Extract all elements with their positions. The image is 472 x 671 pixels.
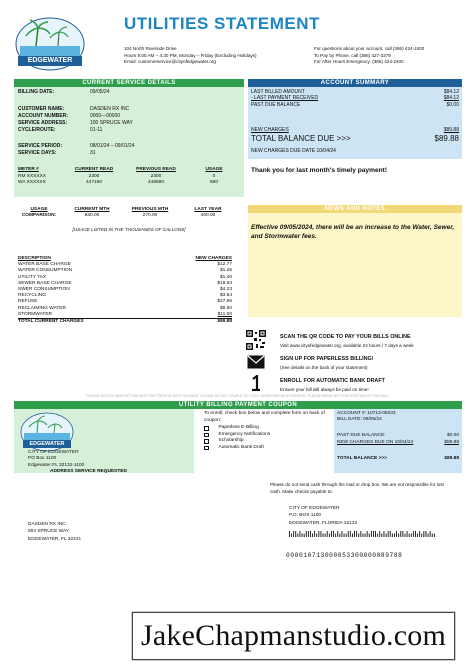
charge-description: SEWER BASE CHARGE: [18, 280, 72, 286]
account-summary-title: ACCOUNT SUMMARY: [248, 79, 462, 87]
account-number-label: ACCOUNT NUMBER:: [18, 113, 68, 119]
meter-cell: 446580: [147, 179, 164, 185]
barcode-bar: [300, 531, 301, 537]
return-address: [28, 450, 127, 476]
enroll-option-label: Emergency Notifications: [218, 431, 271, 437]
enroll-option: [204, 425, 332, 432]
service-days-label: SERVICE DAYS:: [18, 150, 57, 156]
barcode-bar: [321, 531, 322, 537]
total-due: $89.88: [434, 134, 459, 143]
barcode-bar: [323, 534, 324, 538]
barcode-bar: [350, 531, 351, 537]
charge-amount: $1.40: [219, 274, 232, 280]
logo-text: EDGEWATER: [27, 57, 73, 64]
barcode-bar: [413, 531, 414, 537]
total-due-label: TOTAL BALANCE DUE >>>: [251, 134, 351, 143]
barcode-bar: [352, 534, 353, 538]
charge-description: RECLAIMING WATER: [18, 305, 66, 311]
usage-comparison: [14, 207, 244, 233]
usage-last-year: 400.00: [200, 212, 216, 218]
barcode-bar: [373, 531, 374, 537]
current-service-panel: [14, 79, 244, 197]
coupon-account-number: ACCOUNT #: 10713-05033: [337, 411, 396, 416]
usage-header: PREVIOUS MTH: [131, 207, 169, 212]
questions-line: For questions about your account, call (386) 424-2400: [314, 46, 425, 51]
barcode-bar: [318, 531, 319, 537]
meter-cell: WA XXXXXX: [18, 179, 46, 185]
email-line: Email: customerservice@cityofedgewater.org: [124, 59, 216, 65]
barcode-bar: [365, 534, 366, 538]
return-line: Edgewater FL 32132-1100: [28, 462, 85, 468]
current-service-title: CURRENT SERVICE DETAILS: [14, 79, 244, 87]
charge-amount: $27.66: [217, 299, 232, 305]
return-line: PO Box 1100: [28, 456, 57, 462]
charge-amount: $9.50: [219, 305, 232, 311]
barcode-bar: [344, 534, 345, 538]
total-charges: $89.88: [217, 319, 232, 325]
promo-text: Visit www.cityofedgewater.org, available 24 hours / 7 days a week: [280, 342, 414, 348]
customer-line: DASDEN RX INC: [28, 522, 66, 527]
due-date: NEW CHARGES DUE DATE 10/04/24: [251, 148, 336, 154]
service-address-label: SERVICE ADDRESS:: [18, 120, 68, 126]
meter-cell: 2300: [150, 173, 162, 179]
service-period: 08/01/24 – 09/01/24: [90, 143, 135, 149]
barcode-bar: [371, 531, 372, 537]
charge-description: WATER BASE CHARGE: [18, 262, 71, 268]
bank-draft-icon: [249, 375, 263, 391]
charge-description: UTILITY TAX: [18, 274, 46, 280]
usage-row-label: COMPARISON:: [21, 212, 57, 218]
coupon-total-label: TOTAL BALANCE >>>: [337, 456, 387, 461]
new-charges: $89.88: [443, 127, 459, 133]
barcode-bar: [381, 534, 382, 538]
cycle: 01-11: [90, 127, 103, 133]
barcode-bar: [367, 531, 368, 537]
enroll-option: [204, 445, 332, 452]
account-summary-panel: [248, 79, 462, 197]
charge-description: STORMWATER: [18, 311, 53, 317]
service-period-label: SERVICE PERIOD:: [18, 143, 63, 149]
statement-title: UTILITIES STATEMENT: [124, 14, 320, 33]
news-text: Effective 09/05/2024, there will be an increase to the Water, Sewer, and Stormwater fees.: [251, 224, 455, 240]
postal-barcode: [289, 531, 439, 537]
barcode-bar: [394, 534, 395, 538]
meter-cell: 0: [212, 173, 216, 179]
barcode-bar: [342, 531, 343, 537]
coupon-new-charges-label: NEW CHARGES DUE ON 10/04/24: [337, 440, 414, 445]
last-billed: $84.12: [443, 89, 459, 95]
emergency-line: For After Hours Emergency: (386) 424-2400: [314, 59, 404, 65]
barcode-bar: [426, 531, 427, 537]
barcode-bar: [337, 531, 338, 537]
usage-header: LAST YEAR: [194, 207, 222, 212]
barcode-bar: [348, 531, 349, 537]
barcode-bar: [289, 531, 290, 537]
meter-cell: 2300: [88, 173, 100, 179]
promo-text: (See details on the back of your statement): [280, 364, 368, 370]
barcode-bar: [434, 534, 435, 538]
usage-previous: 270.00: [142, 212, 158, 218]
enroll-checkbox[interactable]: [204, 439, 209, 444]
barcode-bar: [356, 531, 357, 537]
charge-amount: $18.53: [217, 280, 232, 286]
service-days: 31: [90, 150, 96, 156]
contact-block: [314, 46, 424, 66]
meter-header: METER #: [18, 167, 39, 172]
barcode-bar: [346, 534, 347, 538]
charge-description: REFUSE: [18, 299, 38, 305]
payee-line: CITY OF EDGEWATER: [289, 506, 340, 511]
barcode-bar: [417, 534, 418, 538]
barcode-bar: [377, 534, 378, 538]
promo-text: Ensure your bill will always be paid on time!: [280, 386, 369, 392]
charge-description: RECYCLING: [18, 293, 46, 299]
barcode-bar: [339, 534, 340, 538]
qr-code-icon[interactable]: [246, 330, 266, 350]
promo-paperless: [280, 356, 374, 370]
coupon-new-charges: $89.88: [444, 440, 459, 445]
enroll-checkbox[interactable]: [204, 433, 209, 438]
coupon-past-due: $0.00: [446, 433, 459, 438]
promo-title: SIGN UP FOR PAPERLESS BILLING!: [280, 356, 374, 362]
return-line: CITY OF EDGEWATER: [28, 450, 79, 455]
barcode-bar: [402, 531, 403, 537]
barcode-bar: [386, 534, 387, 538]
customer-line: EDGEWATER, FL 32241: [28, 536, 82, 542]
barcode-bar: [358, 534, 359, 538]
barcode-bar: [325, 534, 326, 538]
payment: $84.12: [443, 95, 459, 102]
mail-icon: [247, 355, 265, 369]
payee-line: EDGEWATER, FLORIDA 32132: [289, 520, 358, 526]
payment-label: - LAST PAYMENT RECEIVED: [251, 95, 319, 102]
barcode-bar: [384, 531, 385, 537]
barcode-bar: [316, 534, 317, 538]
service-address: 100 SPRUCE WAY: [90, 120, 133, 126]
coupon-past-due-label: PAST DUE BALANCE:: [337, 433, 386, 438]
barcode-bar: [411, 534, 412, 538]
barcode-bar: [333, 531, 334, 537]
address-requested: ADDRESS SERVICE REQUESTED: [50, 469, 127, 475]
coupon-total: $89.88: [444, 456, 459, 461]
last-billed-label: LAST BILLED AMOUNT: [251, 89, 305, 95]
news-title: NEWS AND NOTES: [248, 205, 462, 213]
cash-note: Please do not send cash through the mail or drop box. We are not responsible for lost cash. Make checks payable to:: [270, 482, 444, 494]
barcode-bar: [388, 531, 389, 537]
customer-name-label: CUSTOMER NAME:: [18, 106, 65, 112]
meter-table: [18, 167, 240, 186]
barcode-bar: [312, 534, 313, 538]
city-address-block: [124, 46, 257, 66]
usage-header: USAGE: [30, 207, 48, 212]
barcode-bar: [304, 534, 305, 538]
thanks-message: Thank you for last month's timely payment!: [251, 167, 388, 174]
watermark-text: JakeChapmanstudio.com: [141, 619, 446, 652]
barcode-bar: [297, 534, 298, 538]
billing-date-label: BILLING DATE:: [18, 89, 55, 95]
charge-description: SWER CONSUMPTION: [18, 287, 70, 293]
enroll-option-label: Paperless E-Billing: [218, 425, 259, 431]
customer-name: DASDEN RX INC: [90, 106, 130, 112]
charges-table: [18, 256, 232, 325]
barcode-bar: [409, 534, 410, 538]
usage-current: 580.00: [84, 212, 100, 218]
barcode-bar: [306, 531, 307, 537]
news-panel: [248, 205, 462, 317]
barcode-bar: [291, 534, 292, 538]
barcode-bar: [310, 531, 311, 537]
promo-qr: [280, 334, 414, 348]
barcode-bar: [392, 534, 393, 538]
coupon-title: UTILITY BILLING PAYMENT COUPON: [14, 401, 462, 409]
barcode-bar: [398, 534, 399, 538]
coupon-account-panel: [334, 409, 462, 473]
barcode-bar: [423, 531, 424, 537]
barcode-bar: [360, 531, 361, 537]
barcode-bar: [400, 531, 401, 537]
barcode-bar: [363, 534, 364, 538]
past-due: $0.00: [446, 101, 459, 108]
city-logo: [14, 16, 86, 72]
barcode-bar: [354, 531, 355, 537]
charges-amount-header: NEW CHARGES: [195, 256, 232, 261]
barcode-bar: [407, 531, 408, 537]
customer-line: 804 SPRUCE WAY: [28, 529, 70, 535]
total-charges-label: TOTAL CURRENT CHARGES: [18, 319, 84, 325]
barcode-bar: [432, 534, 433, 538]
barcode-bar: [314, 531, 315, 537]
new-charges-label: NEW CHARGES: [251, 127, 289, 133]
barcode-bar: [419, 531, 420, 537]
meter-header: CURRENT READ: [74, 167, 114, 172]
barcode-bar: [415, 531, 416, 537]
coupon-logo-text: EDGEWATER: [29, 441, 65, 447]
coupon-logo: [20, 412, 74, 452]
barcode-bar: [375, 531, 376, 537]
meter-cell: RM XXXXXX: [18, 173, 46, 179]
customer-mailing-address: [28, 521, 81, 543]
barcode-bar: [428, 534, 429, 538]
meter-cell: 580: [209, 179, 218, 185]
meter-cell: 447160: [85, 179, 102, 185]
detach-note: PLEASE DETACH AND RETURN BOTTOM PORTION WITH PAYMENT. PLEASE DO NOT STAPLE OR FOLD. WHEN PAYING IN PERSON, PLEASE BRING BOTTOM PORTION OF THIS BILL.: [86, 394, 390, 398]
charge-amount: $12.77: [217, 262, 232, 268]
hours-line: Hours 8:00 AM – 4:30 PM, Monday – Friday (Excluding Holidays): [124, 52, 257, 58]
enroll-checkbox[interactable]: [204, 426, 209, 431]
barcode-bar: [331, 531, 332, 537]
payee-line: P.O. BOX 1100: [289, 513, 322, 519]
meter-header: USAGE: [205, 167, 223, 172]
usage-header: CURRENT MTH: [74, 207, 110, 212]
address-line: 104 North Riverside Drive: [124, 46, 177, 51]
cycle-label: CYCLE/ROUTE:: [18, 127, 56, 133]
barcode-bar: [302, 534, 303, 538]
promo-bank-draft: [280, 378, 385, 392]
scanline: 000010713000053300000089788: [286, 552, 403, 559]
barcode-bar: [308, 531, 309, 537]
pay-phone-line: To Pay by Phone, call (386) 427-3279: [314, 52, 391, 58]
billing-date: 09/05/24: [90, 89, 110, 95]
barcode-bar: [379, 531, 380, 537]
barcode-bar: [405, 534, 406, 538]
meter-header: PREVIOUS READ: [136, 167, 176, 172]
barcode-bar: [295, 531, 296, 537]
enroll-text: To enroll, check box below and complete form on back of coupon:: [204, 411, 325, 423]
promo-title: SCAN THE QR CODE TO PAY YOUR BILLS ONLINE: [280, 334, 411, 340]
enroll-box: [204, 411, 332, 451]
usage-note: [USAGE LISTED IN THE THOUSANDS OF GALLONS]: [72, 226, 186, 232]
charge-amount: $1.25: [219, 268, 232, 274]
barcode-bar: [421, 534, 422, 538]
barcode-bar: [293, 531, 294, 537]
barcode-bar: [396, 531, 397, 537]
enroll-option-label: Automatic Bank Draft: [218, 445, 264, 451]
enroll-checkbox[interactable]: [204, 446, 209, 451]
charge-amount: $4.23: [219, 287, 232, 293]
barcode-bar: [369, 534, 370, 538]
charge-amount: $3.54: [219, 293, 232, 299]
charge-amount: $11.00: [217, 311, 232, 317]
barcode-bar: [327, 531, 328, 537]
promo-title: ENROLL FOR AUTOMATIC BANK DRAFT: [280, 378, 385, 384]
payee-address: [289, 505, 357, 527]
enroll-option-label: Scholarship: [218, 438, 244, 444]
past-due-label: PAST DUE BALANCE: [251, 101, 301, 108]
watermark-box: [132, 612, 455, 660]
charges-desc-header: DESCRIPTION: [18, 256, 51, 261]
barcode-bar: [390, 531, 391, 537]
barcode-bar: [329, 534, 330, 538]
barcode-bar: [335, 534, 336, 538]
enroll-option: [204, 438, 332, 445]
account-number: 0000—00000: [90, 113, 121, 119]
barcode-bar: [430, 531, 431, 537]
coupon-bill-date: BILL DATE: 09/05/24: [337, 417, 382, 422]
charge-description: WATER CONSUMPTION: [18, 268, 73, 274]
